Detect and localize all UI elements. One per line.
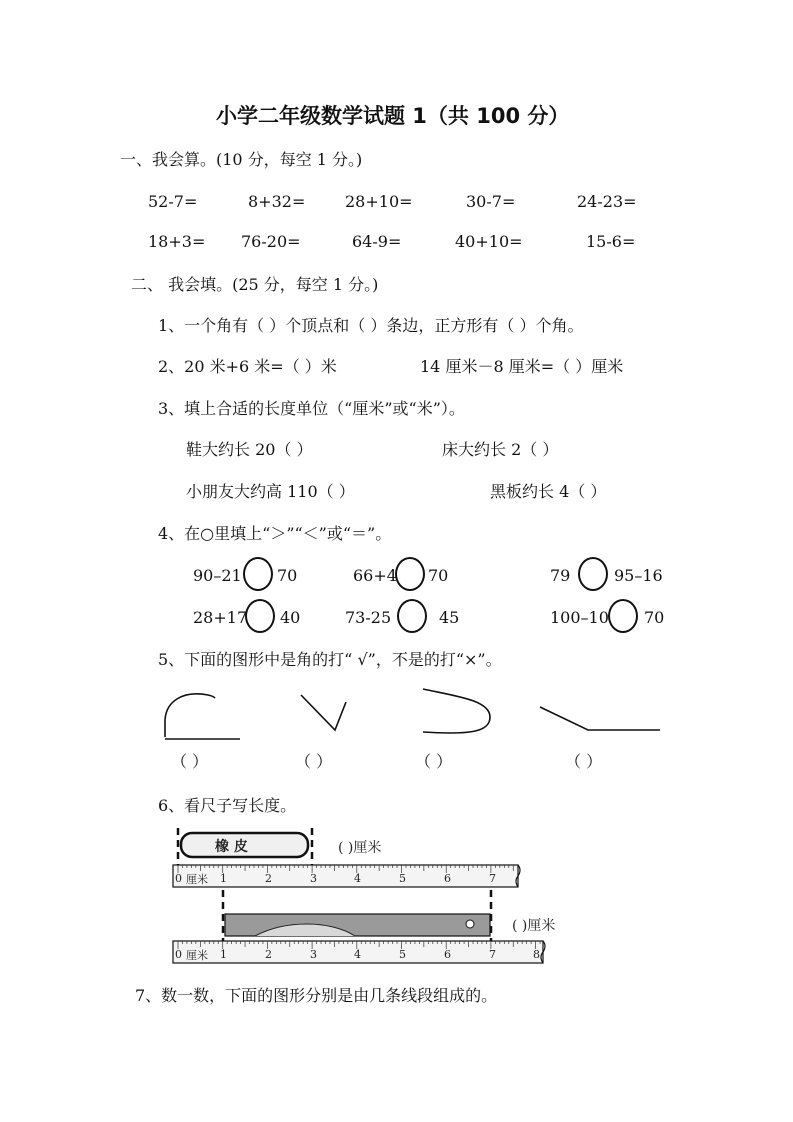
calc-item: 52-7= <box>148 192 198 211</box>
question-4: 4、在○里填上“＞”“＜”或“＝”。 <box>158 524 392 543</box>
eraser-label: 橡 皮 <box>215 839 248 855</box>
question-3c: 小朋友大约高 110（ ） <box>186 482 355 501</box>
calc-item: 76-20= <box>241 232 301 251</box>
question-3d: 黑板约长 4（ ） <box>490 482 607 501</box>
angle-figures <box>0 680 793 780</box>
question-3a: 鞋大约长 20（ ） <box>186 440 313 459</box>
compare-left: 73-25 <box>345 608 392 627</box>
ruler-tick-label: 7 <box>489 948 496 961</box>
ruler-tick-label: 6 <box>444 948 451 961</box>
ruler-zero: 0 <box>175 872 182 885</box>
answer-blank[interactable]: （ ） <box>171 752 209 771</box>
compare-right: 40 <box>280 608 301 627</box>
compare-circle[interactable] <box>243 557 273 591</box>
ruler-tick-label: 1 <box>220 948 227 961</box>
ruler-tick-label: 3 <box>310 872 317 885</box>
section2-heading: 二、 我会填。(25 分，每空 1 分。) <box>131 275 379 294</box>
compare-circle[interactable] <box>395 557 425 591</box>
ruler-tick-label: 5 <box>399 872 406 885</box>
compare-right: 45 <box>439 608 460 627</box>
calc-item: 24-23= <box>577 192 637 211</box>
calc-item: 40+10= <box>455 232 523 251</box>
question-3: 3、填上合适的长度单位（“厘米”或“米”）。 <box>158 399 465 418</box>
ruler-tick-label: 7 <box>489 872 496 885</box>
answer-blank[interactable]: （ ） <box>415 752 453 771</box>
compare-right: 95–16 <box>614 566 663 585</box>
ruler-tick-label: 1 <box>220 872 227 885</box>
figure-curve-with-line <box>165 694 240 739</box>
ruler-tick-label: 3 <box>310 948 317 961</box>
ruler-tick-label: 6 <box>444 872 451 885</box>
compare-circle[interactable] <box>608 599 638 633</box>
ruler-unit: 厘米 <box>186 949 208 962</box>
page-title: 小学二年级数学试题 1（共 100 分） <box>216 104 570 128</box>
length-blank-1: ( )厘米 <box>338 840 382 856</box>
ruler-zero: 0 <box>175 948 182 961</box>
ruler-figure <box>0 820 793 970</box>
question-1: 1、一个角有（ ）个顶点和（ ）条边，正方形有（ ）个角。 <box>158 316 584 335</box>
compare-circle[interactable] <box>245 599 275 633</box>
question-2b: 14 厘米－8 厘米=（ ）厘米 <box>420 357 624 376</box>
calc-item: 18+3= <box>148 232 206 251</box>
ruler-tick-label: 2 <box>265 948 272 961</box>
compare-circle[interactable] <box>578 557 608 591</box>
figure-closed-curve <box>423 689 490 733</box>
compare-right: 70 <box>277 566 298 585</box>
ruler-unit: 厘米 <box>186 873 208 886</box>
length-blank-2: ( )厘米 <box>512 918 556 934</box>
calc-item: 15-6= <box>586 232 636 251</box>
calc-item: 28+10= <box>345 192 413 211</box>
ruler-tick-label: 4 <box>354 948 361 961</box>
ruler-tick-label: 8 <box>533 948 540 961</box>
compare-right: 70 <box>644 608 665 627</box>
figure-v-angle <box>301 695 346 730</box>
question-2a: 2、20 米+6 米=（ ）米 <box>158 357 337 376</box>
compare-left: 28+17 <box>193 608 248 627</box>
ruler-tick-label: 5 <box>399 948 406 961</box>
figure-open-angle <box>540 707 660 730</box>
compare-left: 100–10 <box>550 608 609 627</box>
compare-left: 66+4 <box>353 566 397 585</box>
compare-left: 90–21 <box>193 566 242 585</box>
calc-item: 64-9= <box>352 232 402 251</box>
answer-blank[interactable]: （ ） <box>295 752 333 771</box>
calc-item: 30-7= <box>466 192 516 211</box>
answer-blank[interactable]: （ ） <box>565 752 603 771</box>
question-7: 7、数一数，下面的图形分别是由几条线段组成的。 <box>135 986 498 1005</box>
question-3b: 床大约长 2（ ） <box>442 440 559 459</box>
ruler-tick-label: 4 <box>354 872 361 885</box>
calc-item: 8+32= <box>248 192 306 211</box>
question-6: 6、看尺子写长度。 <box>158 796 297 815</box>
question-5: 5、下面的图形中是角的打“ √”，不是的打“×”。 <box>158 650 502 669</box>
compare-circle[interactable] <box>397 599 427 633</box>
ruler-tick-label: 2 <box>265 872 272 885</box>
compare-left: 79 <box>550 566 571 585</box>
section1-heading: 一、我会算。(10 分，每空 1 分。) <box>120 150 363 169</box>
compare-right: 70 <box>428 566 449 585</box>
